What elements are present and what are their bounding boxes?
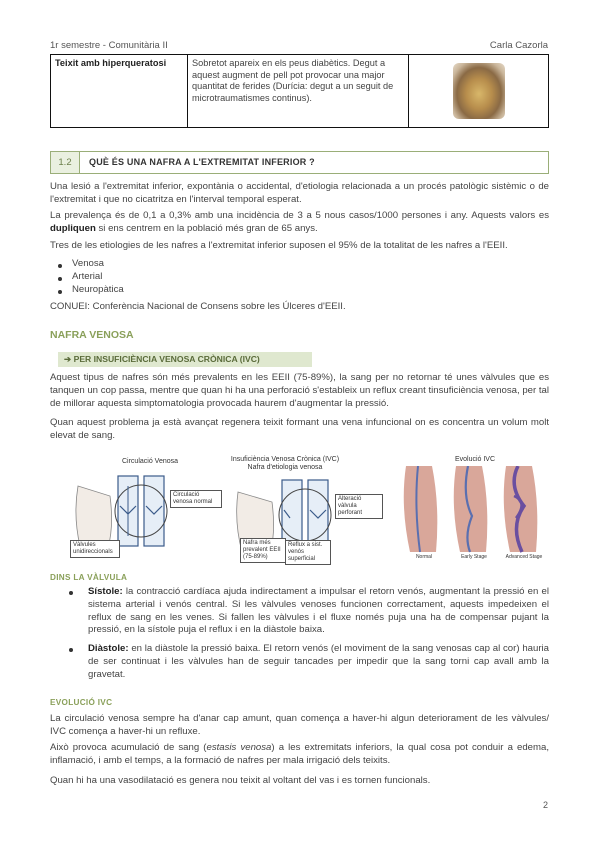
sistole-paragraph: Sístole: la contracció cardíaca ajuda indirectament a impulsar el retorn venós, augmentant la pressió en el sistema arterial i venós central. Si les vàlvules venoses funcionen correctament, aquests impedeixen el reflux de sang en les venes. Si fallen les vàlvules i el fluxe només puja una ha de compensar pujant la pressió, en la sístole puja el reflux i en la diàstole baixa. (88, 586, 549, 636)
fig1-label-normal: Circulació venosa normal (170, 490, 222, 508)
fig2-label-perforant: Alteració vàlvula perforant (335, 494, 383, 519)
fig2-title: Insuficiència Venosa Crònica (IVC) Nafra d'etiologia venosa (230, 456, 340, 471)
venosa-paragraph-2: Quan aquest problema ja està avançat regenera teixit formant una vena infuncional on es concentra un volum molt elevat de sang. (50, 417, 549, 441)
list-item: Arterial (72, 271, 103, 282)
hyperkeratosis-table (50, 54, 549, 128)
fig3-stage-advanced: Advanced Stage (505, 554, 543, 560)
evolucio-paragraph-1: La circulació venosa sempre ha d'anar cap amunt, quan comença a haver-hi algun deteriorament de les vàlvules/ IVC comença a haver-hi un refluxe. (50, 713, 549, 737)
diastole-paragraph: Diàstole: en la diàstole la pressió baixa. El retorn venós (el moviment de la sang venosas cap al cor) hauria de ser continuat i les vàlvules han de seguir tancades per impedir que la sang torni cap avall amb la gravetat. (88, 643, 549, 680)
header-semester: 1r semestre - Comunitària II (50, 40, 168, 51)
table-text: Sobretot apareix en els peus diabètics. Degut a aquest augment de pell pot provocar una major quantitat de ferides (Durícia: degut a un seguit de microtraumatismes continus). (188, 55, 409, 128)
header-author: Carla Cazorla (489, 40, 548, 51)
list-item: Neuropàtica (72, 284, 124, 295)
bullet-dot (58, 290, 62, 294)
intro-paragraph-2: La prevalença és de 0,1 a 0,3% amb una incidència de 3 a 5 nous casos/1000 persones i any. Aquests valors es dupliquen si ens centrem en la població més gran de 65 anys. (50, 210, 549, 234)
nafra-venosa-title: NAFRA VENOSA (50, 329, 134, 341)
table-image-cell (409, 55, 549, 128)
table-heading: Teixit amb hiperqueratosi (51, 55, 188, 128)
conuei-note: CONUEI: Conferència Nacional de Consens sobre les Úlceres d'EEII. (50, 301, 346, 312)
bullet-dot (58, 277, 62, 281)
page-number: 2 (542, 800, 548, 810)
intro-paragraph-1: Una lesió a l'extremitat inferior, expontània o accidental, d'etiologia relacionada a un procés patològic sistèmic o de l'extremitat i que no cicatritza en l'interval temporal esperat. (50, 181, 549, 205)
venosa-paragraph-1: Aquest tipus de nafres són més prevalents en les EEII (75-89%), la sang per no retornar té unes vàlvules que es tanquen un cop passa, mentre que quan hi ha una perforació s'estableix un reflux creant tinsuficiència venosa, per tal de millorar aquesta simptomatologia provocada haurem d'augmentar la pressió. (50, 372, 549, 409)
fig3-title: Evolució IVC (454, 456, 496, 463)
intro-paragraph-3: Tres de les etiologies de les nafres a l'extremitat inferior suposen el 95% de la totalitat de les nafres a l'EEII. (50, 240, 508, 251)
diastole-label: Diàstole: (88, 643, 129, 654)
section-header (50, 151, 549, 174)
callus-photo (453, 63, 505, 119)
evolucio-paragraph-2: Això provoca acumulació de sang (estasis venosa) a les extremitats inferiors, la qual cosa pot conduir a edema, inflamació, i amb el temps, a la formació de nafres per mala irrigació dels teixits. (50, 742, 550, 766)
evolucio-paragraph-3: Quan hi ha una vasodilatació es genera nou teixit al voltant del vas i es tornen funcionals. (50, 775, 431, 786)
bullet-dot (69, 591, 73, 595)
fig2-label-prevalence: Nafra més prevalent EEII (75-89%) (240, 538, 286, 563)
fig1-title: Circulació Venosa (121, 458, 179, 465)
fig3-stage-normal: Normal (415, 554, 433, 560)
bold-dupliquen: dupliquen (50, 222, 96, 234)
fig1-label-valves: Vàlvules unidireccionals (70, 540, 120, 558)
evolucio-title: EVOLUCIÓ IVC (50, 698, 113, 707)
estasis-venosa-term: estasis venosa (206, 742, 272, 753)
sistole-label: Sístole: (88, 586, 123, 597)
list-item: Venosa (72, 258, 105, 269)
fig2-label-reflux: Reflux a sist. venós superficial (285, 540, 331, 565)
bullet-dot (58, 264, 62, 268)
dins-valvula-title: DINS LA VÀLVULA (50, 573, 128, 582)
fig3-stage-early: Early Stage (461, 554, 487, 560)
section-title: QUÈ ÉS UNA NAFRA A L'EXTREMITAT INFERIOR ? (89, 157, 315, 167)
bullet-dot (69, 648, 73, 652)
ivc-subtitle: ➔ PER INSUFICIÈNCIA VENOSA CRÒNICA (IVC) (58, 352, 312, 367)
section-number: 1.2 (51, 152, 80, 173)
ivc-evolution-illustration (398, 466, 548, 554)
